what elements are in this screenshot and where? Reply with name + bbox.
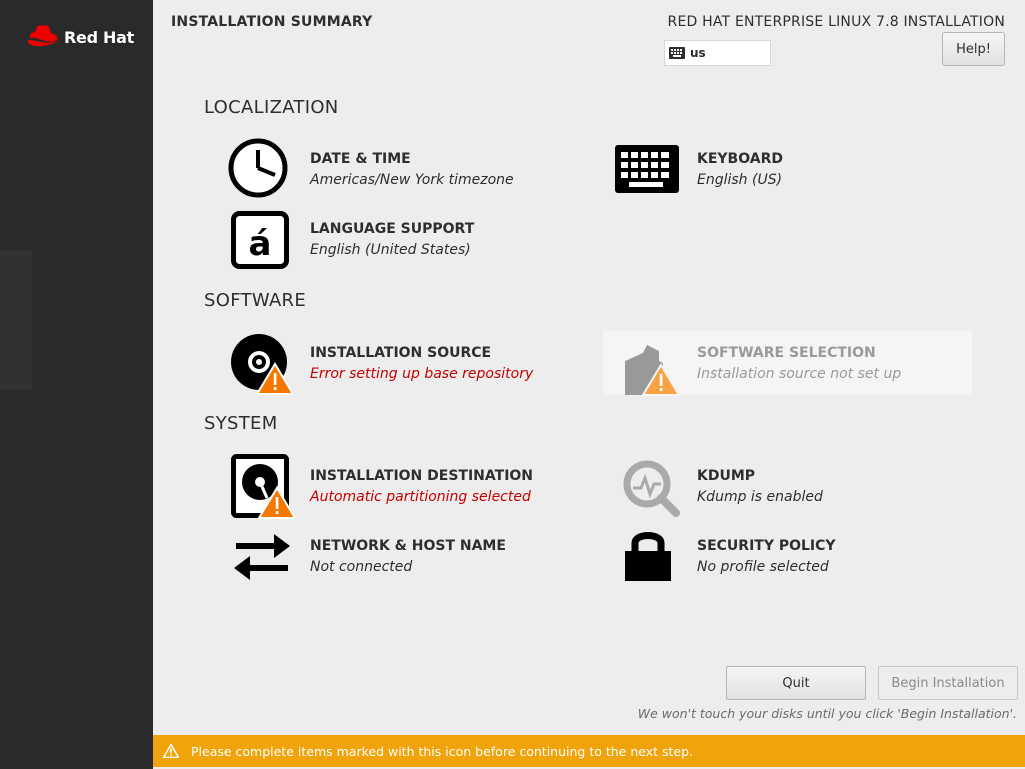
svg-text:á: á (248, 224, 272, 264)
product-title: RED HAT ENTERPRISE LINUX 7.8 INSTALLATION (667, 14, 1005, 30)
magnifier-icon (619, 456, 681, 518)
spoke-date-time[interactable] (228, 137, 568, 201)
spoke-kdump[interactable] (615, 454, 955, 518)
brand-name: Red Hat (64, 27, 134, 47)
padlock-icon (623, 527, 673, 583)
spoke-language-support[interactable] (228, 207, 568, 271)
spoke-security-policy-name: SECURITY POLICY (697, 538, 836, 554)
spoke-language-support-status: English (United States) (310, 242, 471, 258)
spoke-installation-destination-status: Automatic partitioning selected (310, 489, 531, 505)
main-panel (153, 0, 1025, 769)
warning-message: Please complete items marked with this icon before continuing to the next step. (191, 743, 694, 759)
clock-icon (228, 137, 290, 199)
spoke-network-host-name-status: Not connected (310, 559, 413, 575)
spoke-software-selection-status: Installation source not set up (697, 366, 902, 382)
spoke-installation-source-name: INSTALLATION SOURCE (310, 345, 492, 361)
spoke-kdump-name: KDUMP (697, 468, 756, 484)
spoke-keyboard-status: English (US) (697, 172, 783, 188)
network-arrows-icon (230, 528, 294, 586)
spoke-software-selection-name: SOFTWARE SELECTION (697, 345, 876, 361)
redhat-hat-icon (26, 24, 60, 50)
spoke-language-support-name: LANGUAGE SUPPORT (310, 221, 475, 237)
page-title: INSTALLATION SUMMARY (171, 14, 373, 30)
section-localization: LOCALIZATION (204, 97, 339, 118)
section-system: SYSTEM (204, 413, 278, 434)
begin-installation-button[interactable]: Begin Installation (878, 666, 1018, 700)
warning-icon (163, 744, 179, 758)
disk-note: We won't touch your disks until you click 'Begin Installation'. (637, 706, 1017, 721)
spoke-installation-source[interactable] (228, 331, 568, 395)
spoke-security-policy[interactable] (615, 524, 955, 588)
spoke-date-time-status: Americas/New York timezone (310, 172, 514, 188)
sidebar-shade (0, 250, 32, 390)
package-icon (623, 341, 685, 397)
harddisk-icon (231, 454, 295, 520)
disc-icon (231, 334, 293, 396)
spoke-date-time-name: DATE & TIME (310, 151, 411, 167)
spoke-kdump-status: Kdump is enabled (697, 489, 823, 505)
keyboard-icon (615, 145, 679, 195)
warning-bar (153, 735, 1025, 767)
spoke-installation-destination[interactable] (228, 454, 568, 518)
keyboard-layout-label: us (690, 46, 706, 60)
spoke-software-selection[interactable] (615, 331, 955, 395)
sidebar (0, 0, 153, 769)
spoke-keyboard[interactable] (615, 137, 955, 201)
spoke-network-host-name[interactable] (228, 524, 568, 588)
spoke-security-policy-status: No profile selected (697, 559, 829, 575)
spoke-keyboard-name: KEYBOARD (697, 151, 783, 167)
help-button[interactable]: Help! (942, 32, 1005, 66)
keyboard-layout-indicator[interactable] (664, 40, 771, 66)
spoke-installation-source-status: Error setting up base repository (310, 366, 534, 382)
section-software: SOFTWARE (204, 290, 307, 311)
keyboard-small-icon (669, 47, 685, 59)
redhat-logo (26, 24, 134, 50)
language-icon (231, 211, 289, 269)
spoke-installation-destination-name: INSTALLATION DESTINATION (310, 468, 534, 484)
spoke-network-host-name-name: NETWORK & HOST NAME (310, 538, 506, 554)
quit-button[interactable]: Quit (726, 666, 866, 700)
